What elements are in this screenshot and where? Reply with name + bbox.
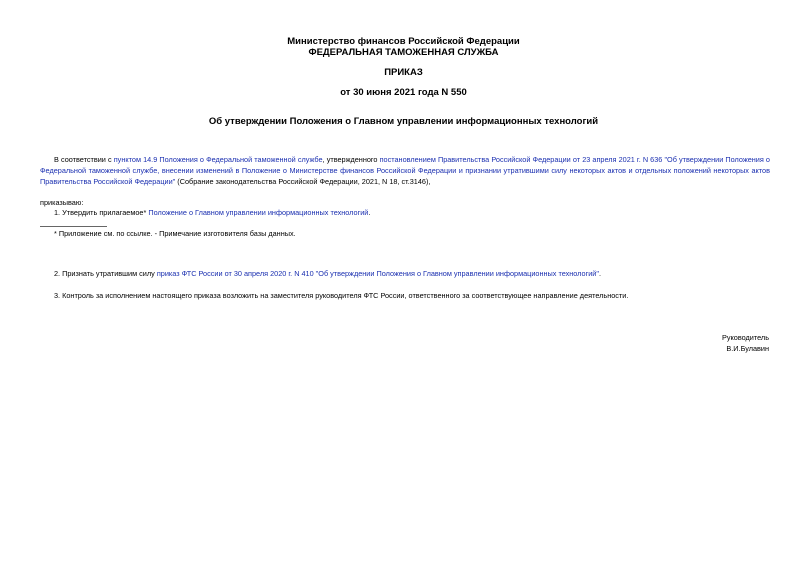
preamble-text-2: , утвержденного xyxy=(322,155,380,164)
link-regulation-it-department[interactable]: Положение о Главном управлении информационных технологий xyxy=(148,208,369,217)
preamble-text-3: (Собрание законодательства Российской Федерации, 2021, N 18, ст.3146), xyxy=(175,177,431,186)
ministry-name: Министерство финансов Российской Федерации xyxy=(287,36,520,47)
link-fts-regulation-clause[interactable]: пунктом 14.9 Положения о Федеральной таможенной службе xyxy=(113,155,323,164)
preamble-line-3 xyxy=(40,177,430,188)
footnote: * Приложение см. по ссылке. - Примечание изготовителя базы данных. xyxy=(54,229,296,238)
link-government-resolution-end[interactable]: Правительства Российской Федерации" xyxy=(40,177,176,186)
preamble-line-1 xyxy=(40,155,770,166)
item-2-text: 2. Признать утратившим силу xyxy=(54,269,157,278)
order-word: приказываю: xyxy=(40,198,84,207)
signature-position: Руководитель xyxy=(721,333,769,342)
link-fts-order-410[interactable]: приказ ФТС России от 30 апреля 2020 г. N 410 "Об утверждении Положения о Главном управлении информационных технологий" xyxy=(156,269,599,278)
link-government-resolution[interactable]: постановлением Правительства Российской Федерации от 23 апреля 2021 г. N 636 "Об утверждении Положения о xyxy=(379,155,770,164)
item-3: 3. Контроль за исполнением настоящего приказа возложить на заместителя руководителя ФТС России, ответственного за соответствующее направление деятельности. xyxy=(54,291,629,300)
item-1-text: 1. Утвердить прилагаемое* xyxy=(54,208,149,217)
document-title: Об утверждении Положения о Главном управлении информационных технологий xyxy=(208,116,599,127)
link-government-resolution-cont[interactable]: Федеральной таможенной службе, внесении изменений в Положение о Министерстве финансов Российской Федерации и признании утратившими силу некоторых актов и отдельных положений некоторых актов xyxy=(40,166,770,175)
footnote-divider xyxy=(40,226,107,227)
preamble-text-1: В соответствии с xyxy=(54,155,114,164)
item-2-end: . xyxy=(598,269,602,278)
item-1-end: . xyxy=(368,208,371,217)
item-1 xyxy=(54,208,370,219)
document-type: ПРИКАЗ xyxy=(384,67,423,78)
signature-name: В.И.Булавин xyxy=(726,344,769,353)
preamble-line-2 xyxy=(40,166,770,177)
document-date-number: от 30 июня 2021 года N 550 xyxy=(340,87,467,98)
service-name: ФЕДЕРАЛЬНАЯ ТАМОЖЕННАЯ СЛУЖБА xyxy=(308,47,499,58)
item-2 xyxy=(54,269,601,280)
